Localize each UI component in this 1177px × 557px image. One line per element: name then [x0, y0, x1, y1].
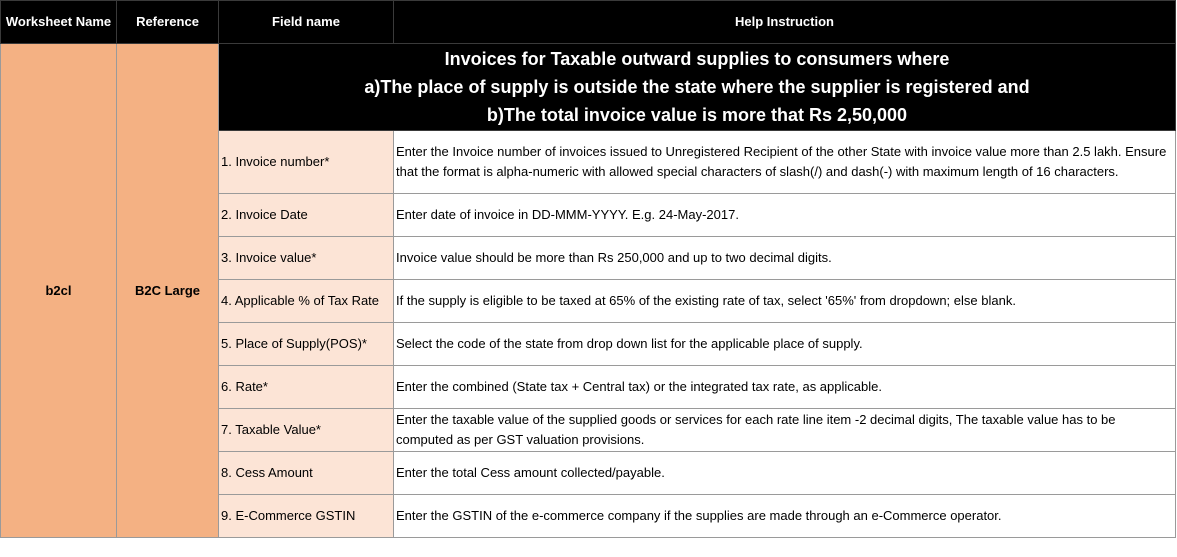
help-instruction-cell[interactable]: If the supply is eligible to be taxed at 65% of the existing rate of tax, select '65%' from dropdown; else blank. [394, 280, 1176, 323]
worksheet-cell[interactable]: b2cl [1, 44, 117, 538]
field-name-cell[interactable]: 1. Invoice number* [219, 131, 394, 194]
section-title-line-1: Invoices for Taxable outward supplies to consumers where [444, 49, 950, 69]
field-name-cell[interactable]: 9. E-Commerce GSTIN [219, 495, 394, 538]
help-instruction-cell[interactable]: Enter the GSTIN of the e-commerce company if the supplies are made through an e-Commerce operator. [394, 495, 1176, 538]
field-name-cell[interactable]: 5. Place of Supply(POS)* [219, 323, 394, 366]
header-worksheet-name[interactable]: Worksheet Name [1, 1, 117, 44]
field-name-cell[interactable]: 3. Invoice value* [219, 237, 394, 280]
section-title-row [1, 44, 1176, 131]
header-field-name[interactable]: Field name [219, 1, 394, 44]
section-title-cell[interactable] [219, 44, 1176, 131]
help-instruction-cell[interactable]: Enter the combined (State tax + Central tax) or the integrated tax rate, as applicable. [394, 366, 1176, 409]
field-name-cell[interactable]: 8. Cess Amount [219, 452, 394, 495]
help-instruction-cell[interactable]: Enter date of invoice in DD-MMM-YYYY. E.g. 24-May-2017. [394, 194, 1176, 237]
help-instruction-cell[interactable]: Select the code of the state from drop down list for the applicable place of supply. [394, 323, 1176, 366]
help-instruction-cell[interactable]: Enter the total Cess amount collected/payable. [394, 452, 1176, 495]
help-instruction-cell[interactable]: Enter the Invoice number of invoices issued to Unregistered Recipient of the other State with invoice value more than 2.5 lakh. Ensure that the format is alpha-numeric with allowed special characters of slash(/) and dash(-) with maximum length of 16 characters. [394, 131, 1176, 194]
header-row [1, 1, 1176, 44]
reference-cell[interactable]: B2C Large [117, 44, 219, 538]
field-name-cell[interactable]: 2. Invoice Date [219, 194, 394, 237]
help-instruction-cell[interactable]: Invoice value should be more than Rs 250,000 and up to two decimal digits. [394, 237, 1176, 280]
header-reference[interactable]: Reference [117, 1, 219, 44]
field-name-cell[interactable]: 6. Rate* [219, 366, 394, 409]
field-name-cell[interactable]: 7. Taxable Value* [219, 409, 394, 452]
help-instruction-cell[interactable]: Enter the taxable value of the supplied goods or services for each rate line item -2 decimal digits, The taxable value has to be computed as per GST valuation provisions. [394, 409, 1176, 452]
header-help-instruction[interactable]: Help Instruction [394, 1, 1176, 44]
section-title-line-3: b)The total invoice value is more that Rs 2,50,000 [486, 105, 908, 125]
field-name-cell[interactable]: 4. Applicable % of Tax Rate [219, 280, 394, 323]
section-title-line-2: a)The place of supply is outside the state where the supplier is registered and [364, 77, 1030, 97]
